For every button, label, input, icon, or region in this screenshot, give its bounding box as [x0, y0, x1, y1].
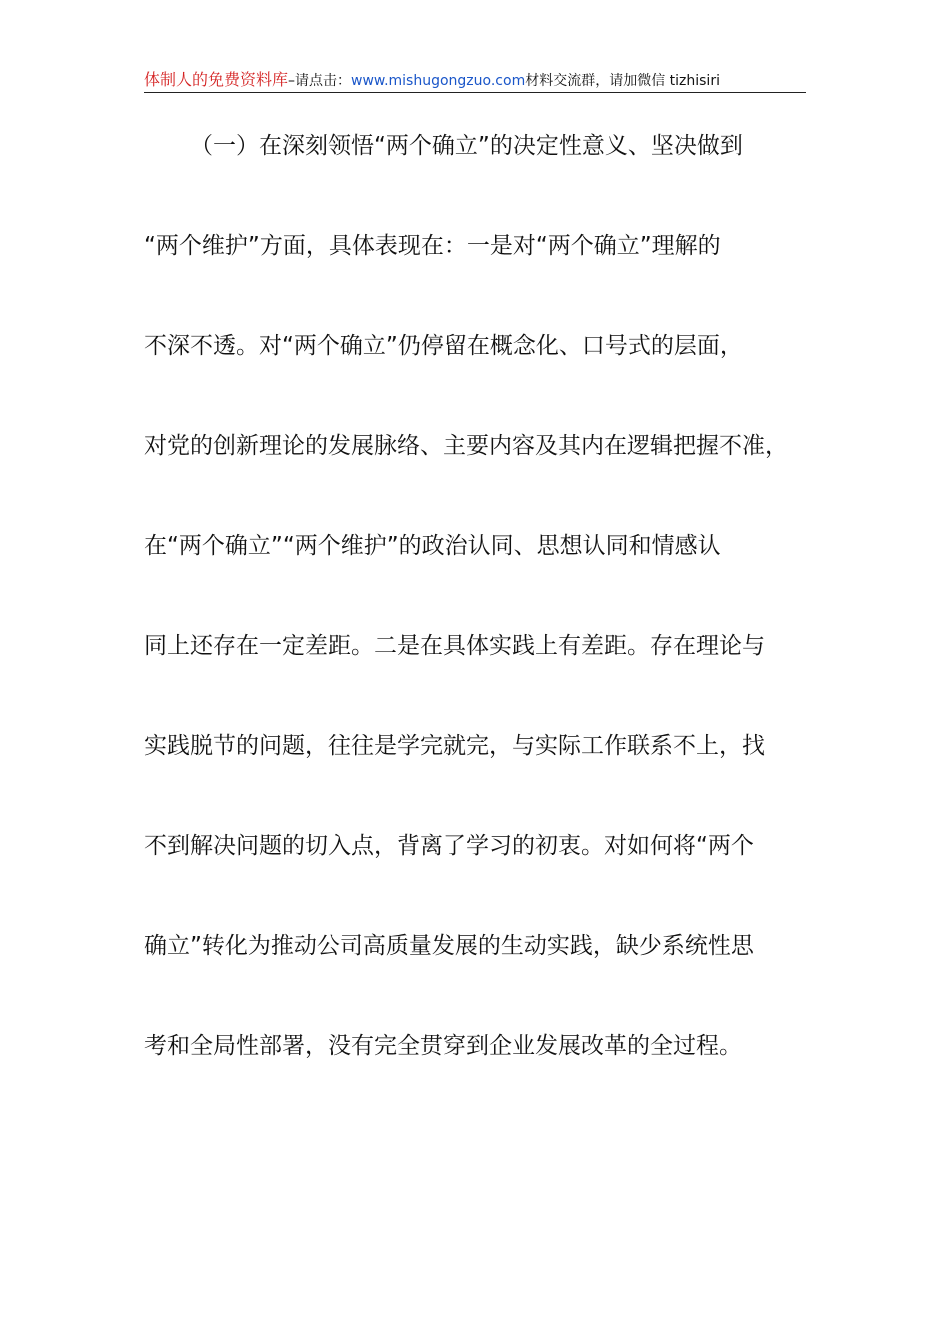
header-brand: 体制人的免费资料库	[144, 70, 289, 89]
body-line: “两个维护”方面，具体表现在：一是对“两个确立”理解的	[144, 233, 721, 259]
body-line: 对党的创新理论的发展脉络、主要内容及其内在逻辑把握不准，	[144, 433, 788, 459]
body-line: 考和全局性部署，没有完全贯穿到企业发展改革的全过程。	[144, 1033, 742, 1059]
document-body	[144, 120, 806, 1120]
body-line: 同上还存在一定差距。二是在具体实践上有差距。存在理论与	[144, 633, 765, 659]
body-line: 不到解决问题的切入点，背离了学习的初衷。对如何将“两个	[144, 833, 754, 859]
header-suffix: 材料交流群，请加微信 tizhisiri	[525, 73, 720, 89]
page-header	[144, 68, 806, 93]
body-line: 不深不透。对“两个确立”仍停留在概念化、口号式的层面，	[144, 333, 743, 359]
body-line: 在“两个确立”“两个维护”的政治认同、思想认同和情感认	[144, 533, 721, 559]
header-link[interactable]: www.mishugongzuo.com	[351, 73, 526, 89]
header-prompt: –请点击：	[288, 73, 352, 89]
body-line: 实践脱节的问题，往往是学完就完，与实际工作联系不上，找	[144, 733, 765, 759]
body-line: （一）在深刻领悟“两个确立”的决定性意义、坚决做到	[190, 133, 743, 159]
body-line: 确立”转化为推动公司高质量发展的生动实践，缺少系统性思	[144, 933, 754, 959]
